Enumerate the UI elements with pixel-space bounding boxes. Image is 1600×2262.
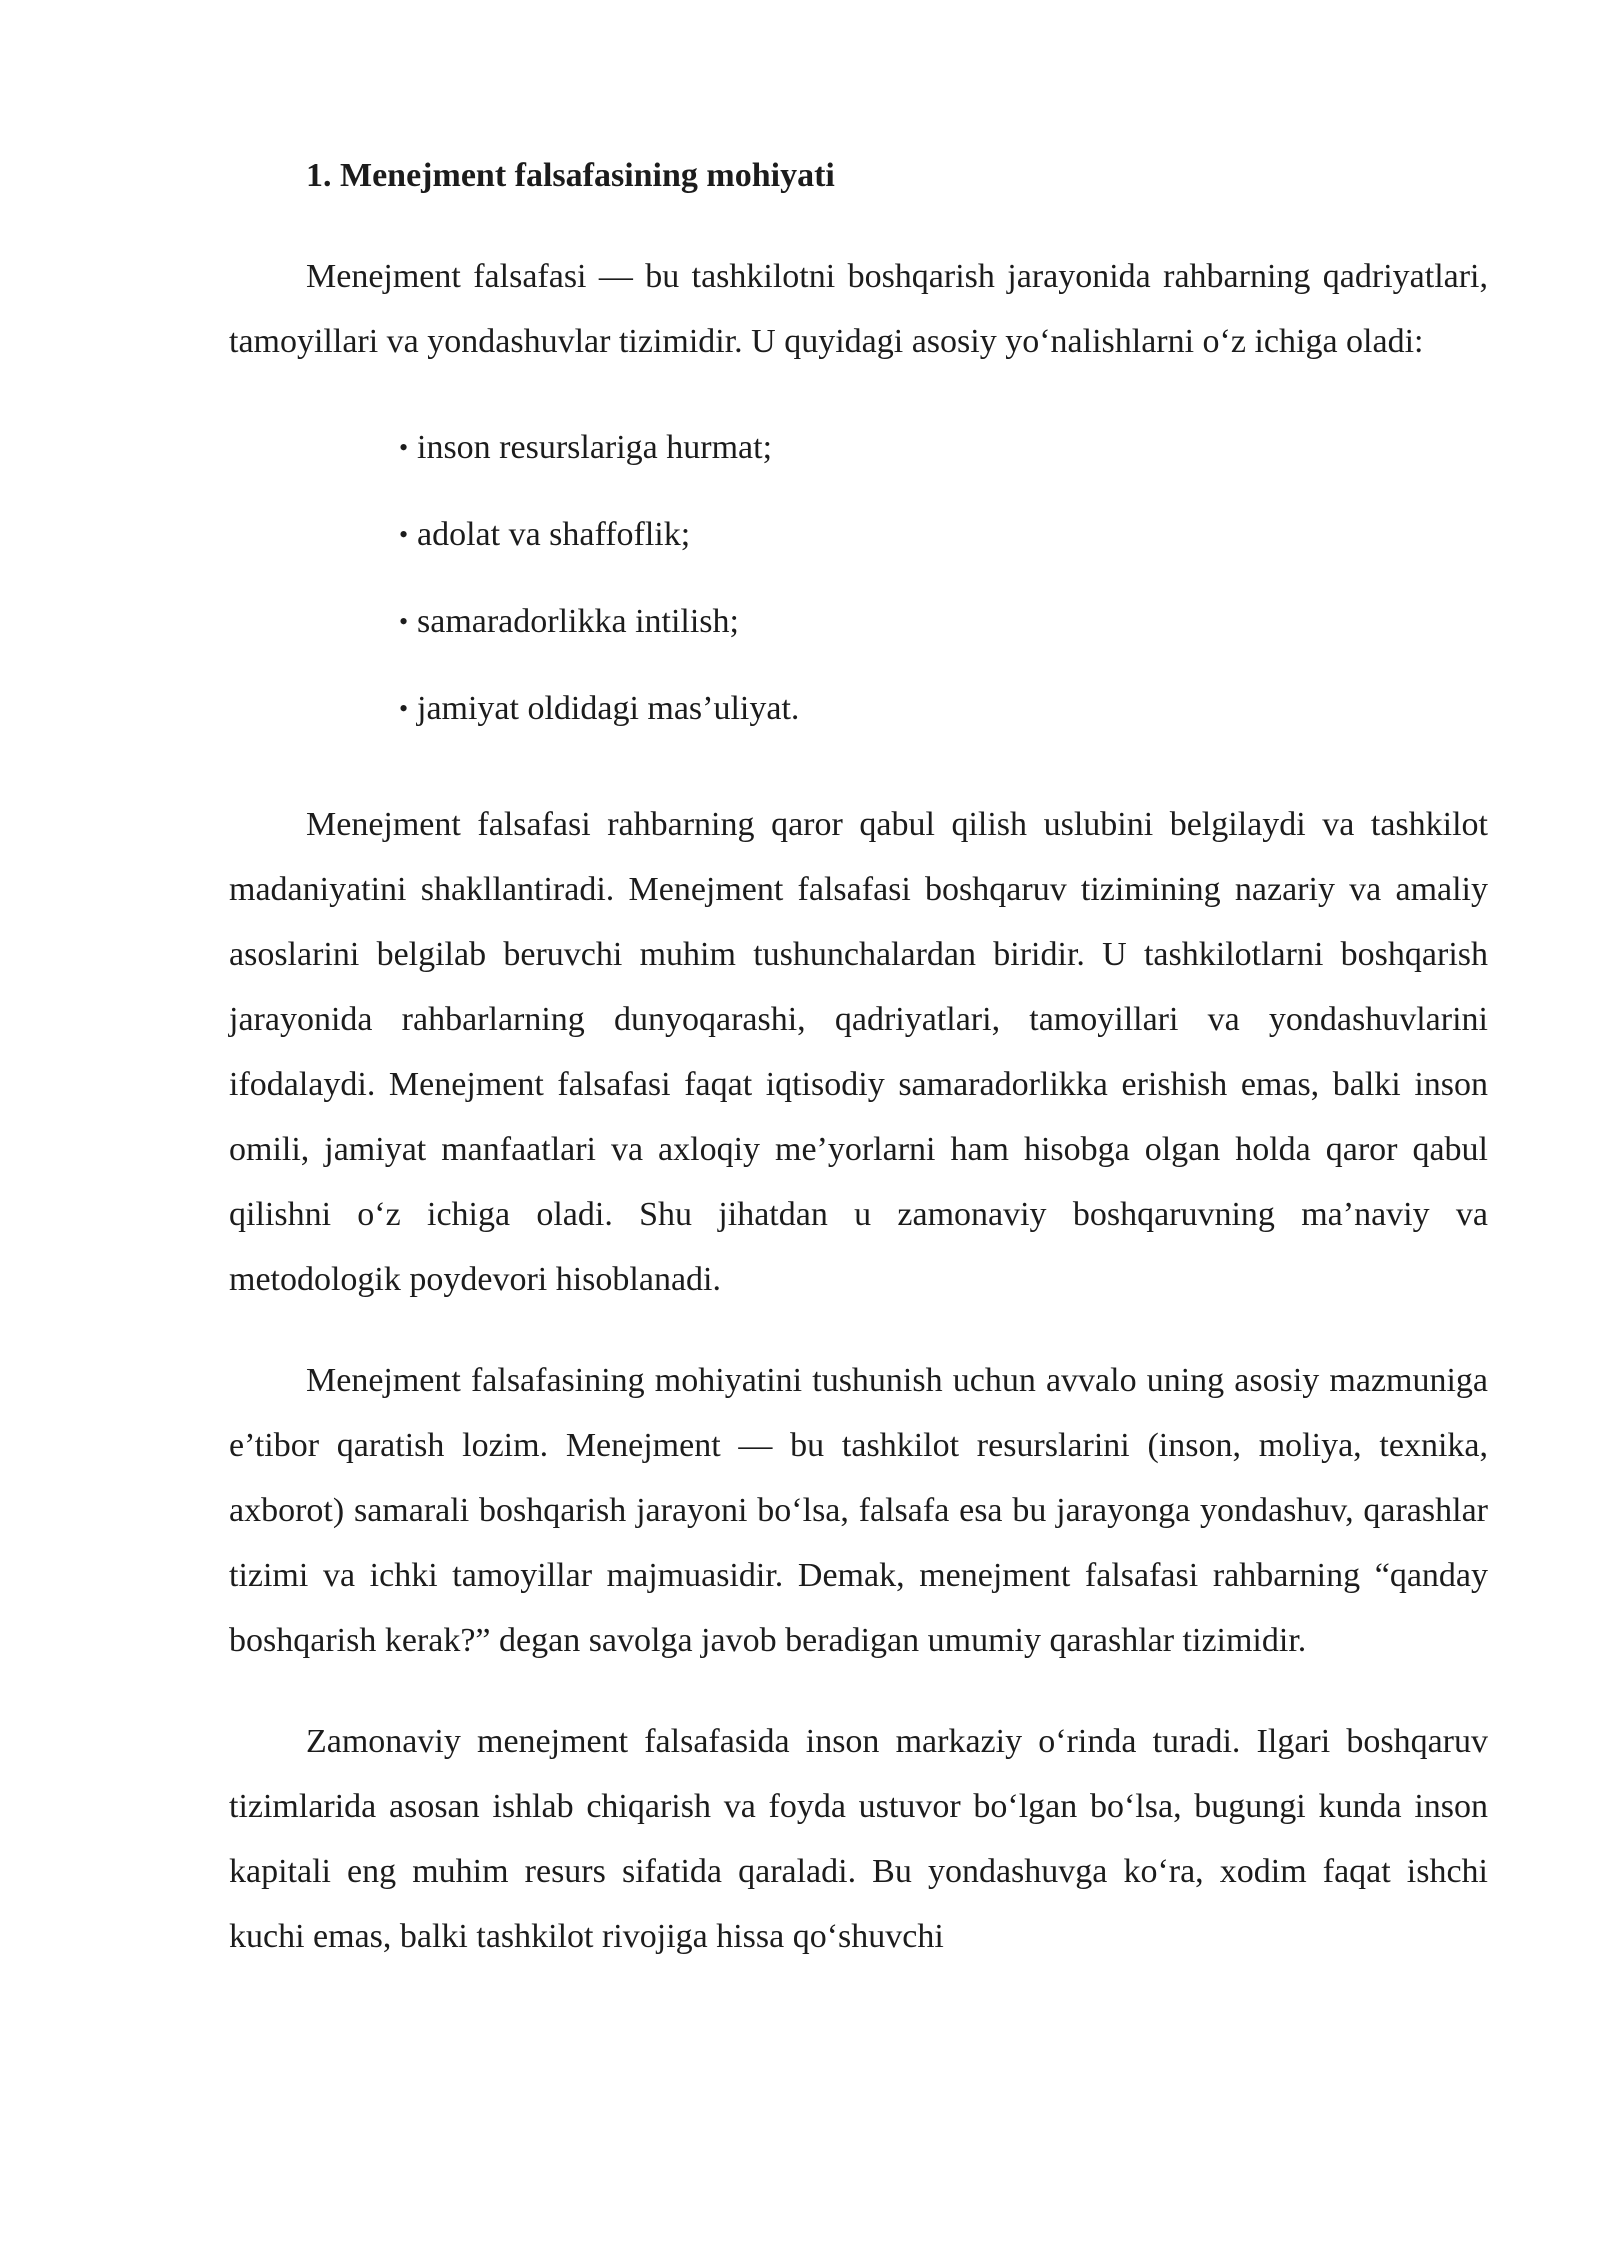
paragraph-body-3: Zamonaviy menejment falsafasida inson markaziy o‘rinda turadi. Ilgari boshqaruv tizimlarida asosan ishlab chiqarish va foyda ustuvor bo‘lgan bo‘lsa, bugungi kunda inson kapitali eng muhim resurs sifatida qaraladi. Bu yondashuvga ko‘ra, xodim faqat ishchi kuchi emas, balki tashkilot rivojiga hissa qo‘shuvchi (229, 1723, 1488, 1955)
list-item-text: samaradorlikka intilish; (417, 603, 739, 640)
list-item (399, 509, 1488, 596)
bullet-icon: • (399, 520, 409, 549)
paragraph-body-2: Menejment falsafasining mohiyatini tushunish uchun avvalo uning asosiy mazmuniga e’tibor qaratish lozim. Menejment — bu tashkilot resurslarini (inson, moliya, texnika, axborot) samarali boshqarish jarayoni bo‘lsa, falsafa esa bu jarayonga yondashuv, qarashlar tizimi va ichki tamoyillar majmuasidir. Demak, menejment falsafasi rahbarning “qanday boshqarish kerak?” degan savolga javob beradigan umumiy qarashlar tizimidir. (229, 1362, 1488, 1659)
paragraph-intro: Menejment falsafasi — bu tashkilotni boshqarish jarayonida rahbarning qadriyatlari, tamoyillari va yondashuvlar tizimidir. U quyidagi asosiy yo‘nalishlarni o‘z ichiga oladi: (229, 258, 1488, 360)
bullet-list (229, 410, 1488, 770)
list-item (399, 596, 1488, 683)
list-item (399, 422, 1488, 509)
list-item (399, 683, 1488, 770)
list-item-text: adolat va shaffoflik; (417, 516, 691, 553)
bullet-icon: • (399, 607, 409, 636)
bullet-icon: • (399, 433, 409, 462)
bullet-icon: • (399, 694, 409, 723)
document-page (229, 150, 1488, 1969)
section-heading: 1. Menejment falsafasining mohiyati (306, 157, 835, 194)
list-item-text: inson resurslariga hurmat; (417, 429, 773, 466)
paragraph-body-1: Menejment falsafasi rahbarning qaror qabul qilish uslubini belgilaydi va tashkilot madaniyatini shakllantiradi. Menejment falsafasi boshqaruv tizimining nazariy va amaliy asoslarini belgilab beruvchi muhim tushunchalardan biridir. U tashkilotlarni boshqarish jarayonida rahbarlarning dunyoqarashi, qadriyatlari, tamoyillari va yondashuvlarini ifodalaydi. Menejment falsafasi faqat iqtisodiy samaradorlikka erishish emas, balki inson omili, jamiyat manfaatlari va axloqiy me’yorlarni ham hisobga olgan holda qaror qabul qilishni o‘z ichiga oladi. Shu jihatdan u zamonaviy boshqaruvning ma’naviy va metodologik poydevori hisoblanadi. (229, 806, 1488, 1298)
list-item-text: jamiyat oldidagi mas’uliyat. (417, 690, 800, 727)
